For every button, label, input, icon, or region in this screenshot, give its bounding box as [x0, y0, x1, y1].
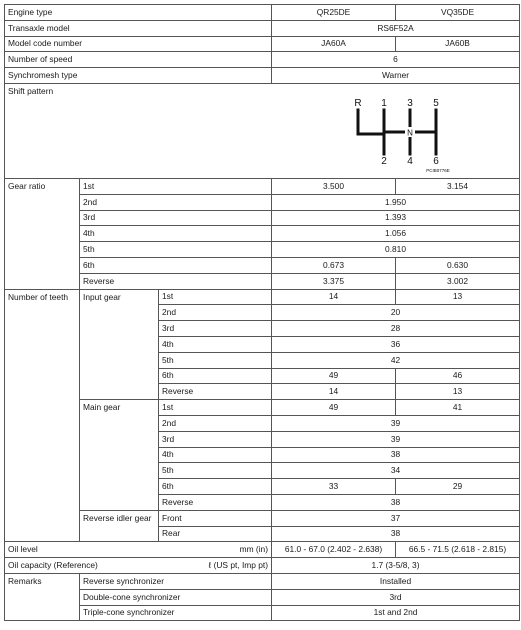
input-gear-1st-label: 1st [159, 289, 272, 305]
row-gear-ratio-2nd [5, 194, 520, 210]
number-of-speed-value: 6 [272, 52, 520, 68]
label-synchromesh-type: Synchromesh type [5, 68, 272, 84]
input-gear-3rd-label: 3rd [159, 321, 272, 337]
remarks-triple-cone-value: 1st and 2nd [272, 605, 520, 621]
gear-ratio-4th-label: 4th [80, 226, 272, 242]
gear-ratio-reverse-a: 3.375 [272, 273, 396, 289]
label-transaxle-model: Transaxle model [5, 20, 272, 36]
input-gear-reverse-label: Reverse [159, 384, 272, 400]
shift-pattern-diagram [350, 96, 450, 176]
main-gear-1st-a: 49 [272, 400, 396, 416]
engine-type-a: QR25DE [272, 5, 396, 21]
row-remarks-triple-cone [5, 605, 520, 621]
main-gear-1st-label: 1st [159, 400, 272, 416]
transaxle-model-value: RS6F52A [272, 20, 520, 36]
shift-label-5: 5 [433, 97, 439, 109]
main-gear-6th-a: 33 [272, 479, 396, 495]
gear-ratio-1st-a: 3.500 [272, 178, 396, 194]
label-number-of-speed: Number of speed [5, 52, 272, 68]
label-oil-level: Oil level [8, 544, 38, 555]
shift-label-r: R [354, 97, 362, 109]
label-number-of-teeth: Number of teeth [5, 289, 80, 542]
oil-level-a: 61.0 - 67.0 (2.402 - 2.638) [272, 542, 396, 558]
remarks-double-cone-label: Double-cone synchronizer [80, 589, 272, 605]
row-idler-front [5, 510, 520, 526]
input-gear-6th-b: 46 [396, 368, 520, 384]
synchromesh-type-value: Warner [272, 68, 520, 84]
gear-ratio-3rd-value: 1.393 [272, 210, 520, 226]
oil-level-b: 66.5 - 71.5 (2.618 - 2.815) [396, 542, 520, 558]
label-shift-pattern: Shift pattern [8, 85, 54, 96]
main-gear-5th-value: 34 [272, 463, 520, 479]
engine-type-b: VQ35DE [396, 5, 520, 21]
oil-level-label-cell [5, 542, 272, 558]
oil-capacity-unit: ℓ (US pt, Imp pt) [208, 560, 269, 570]
input-gear-6th-label: 6th [159, 368, 272, 384]
oil-capacity-label-cell [5, 558, 272, 574]
remarks-reverse-synchronizer-label: Reverse synchronizer [80, 573, 272, 589]
main-gear-3rd-value: 39 [272, 431, 520, 447]
oil-level-unit: mm (in) [239, 544, 269, 555]
input-gear-reverse-b: 13 [396, 384, 520, 400]
input-gear-reverse-a: 14 [272, 384, 396, 400]
gear-ratio-6th-b: 0.630 [396, 257, 520, 273]
row-gear-ratio-5th [5, 242, 520, 258]
gear-ratio-1st-label: 1st [80, 178, 272, 194]
shift-label-n: N [407, 128, 413, 138]
main-gear-3rd-label: 3rd [159, 431, 272, 447]
idler-rear-value: 38 [272, 526, 520, 542]
row-gear-ratio-reverse [5, 273, 520, 289]
input-gear-6th-a: 49 [272, 368, 396, 384]
input-gear-5th-label: 5th [159, 352, 272, 368]
shift-label-1: 1 [381, 97, 387, 109]
gear-ratio-reverse-b: 3.002 [396, 273, 520, 289]
row-main-gear-1st [5, 400, 520, 416]
main-gear-2nd-value: 39 [272, 415, 520, 431]
label-input-gear: Input gear [80, 289, 159, 400]
row-engine-type [5, 5, 520, 21]
main-gear-reverse-label: Reverse [159, 494, 272, 510]
row-oil-capacity [5, 558, 520, 574]
gear-ratio-reverse-label: Reverse [80, 273, 272, 289]
main-gear-6th-b: 29 [396, 479, 520, 495]
remarks-double-cone-value: 3rd [272, 589, 520, 605]
row-number-of-speed [5, 52, 520, 68]
oil-capacity-value: 1.7 (3-5/8, 3) [272, 558, 520, 574]
row-gear-ratio-3rd [5, 210, 520, 226]
remarks-triple-cone-label: Triple-cone synchronizer [80, 605, 272, 621]
idler-front-label: Front [159, 510, 272, 526]
gear-ratio-2nd-label: 2nd [80, 194, 272, 210]
label-oil-capacity: Oil capacity (Reference) [8, 560, 98, 570]
diagram-code: PCIB0776E [426, 167, 450, 173]
row-remarks-double-cone [5, 589, 520, 605]
input-gear-1st-b: 13 [396, 289, 520, 305]
gear-ratio-5th-label: 5th [80, 242, 272, 258]
row-synchromesh-type [5, 68, 520, 84]
label-main-gear: Main gear [80, 400, 159, 511]
row-remarks-reverse-synchronizer [5, 573, 520, 589]
input-gear-2nd-value: 20 [272, 305, 520, 321]
row-transaxle-model [5, 20, 520, 36]
gear-ratio-5th-value: 0.810 [272, 242, 520, 258]
label-reverse-idler-gear: Reverse idler gear [80, 510, 159, 542]
row-gear-ratio-4th [5, 226, 520, 242]
gear-ratio-3rd-label: 3rd [80, 210, 272, 226]
shift-pattern-cell [5, 83, 520, 178]
main-gear-2nd-label: 2nd [159, 415, 272, 431]
idler-front-value: 37 [272, 510, 520, 526]
row-input-gear-1st [5, 289, 520, 305]
model-code-a: JA60A [272, 36, 396, 52]
label-remarks: Remarks [5, 573, 80, 620]
remarks-reverse-synchronizer-value: Installed [272, 573, 520, 589]
main-gear-1st-b: 41 [396, 400, 520, 416]
main-gear-6th-label: 6th [159, 479, 272, 495]
model-code-b: JA60B [396, 36, 520, 52]
input-gear-3rd-value: 28 [272, 321, 520, 337]
row-gear-ratio-1st [5, 178, 520, 194]
gear-ratio-4th-value: 1.056 [272, 226, 520, 242]
gear-ratio-6th-a: 0.673 [272, 257, 396, 273]
gear-ratio-6th-label: 6th [80, 257, 272, 273]
label-model-code: Model code number [5, 36, 272, 52]
main-gear-5th-label: 5th [159, 463, 272, 479]
shift-label-2: 2 [381, 155, 387, 167]
label-gear-ratio: Gear ratio [5, 178, 80, 289]
specification-table [4, 4, 520, 621]
row-oil-level [5, 542, 520, 558]
input-gear-1st-a: 14 [272, 289, 396, 305]
input-gear-4th-label: 4th [159, 336, 272, 352]
shift-label-4: 4 [407, 155, 413, 167]
main-gear-4th-value: 38 [272, 447, 520, 463]
shift-label-6: 6 [433, 155, 439, 167]
main-gear-reverse-value: 38 [272, 494, 520, 510]
shift-label-3: 3 [407, 97, 413, 109]
input-gear-4th-value: 36 [272, 336, 520, 352]
gear-ratio-1st-b: 3.154 [396, 178, 520, 194]
idler-rear-label: Rear [159, 526, 272, 542]
main-gear-4th-label: 4th [159, 447, 272, 463]
label-engine-type: Engine type [5, 5, 272, 21]
input-gear-2nd-label: 2nd [159, 305, 272, 321]
row-model-code [5, 36, 520, 52]
gear-ratio-2nd-value: 1.950 [272, 194, 520, 210]
row-shift-pattern [5, 83, 520, 178]
input-gear-5th-value: 42 [272, 352, 520, 368]
row-gear-ratio-6th [5, 257, 520, 273]
